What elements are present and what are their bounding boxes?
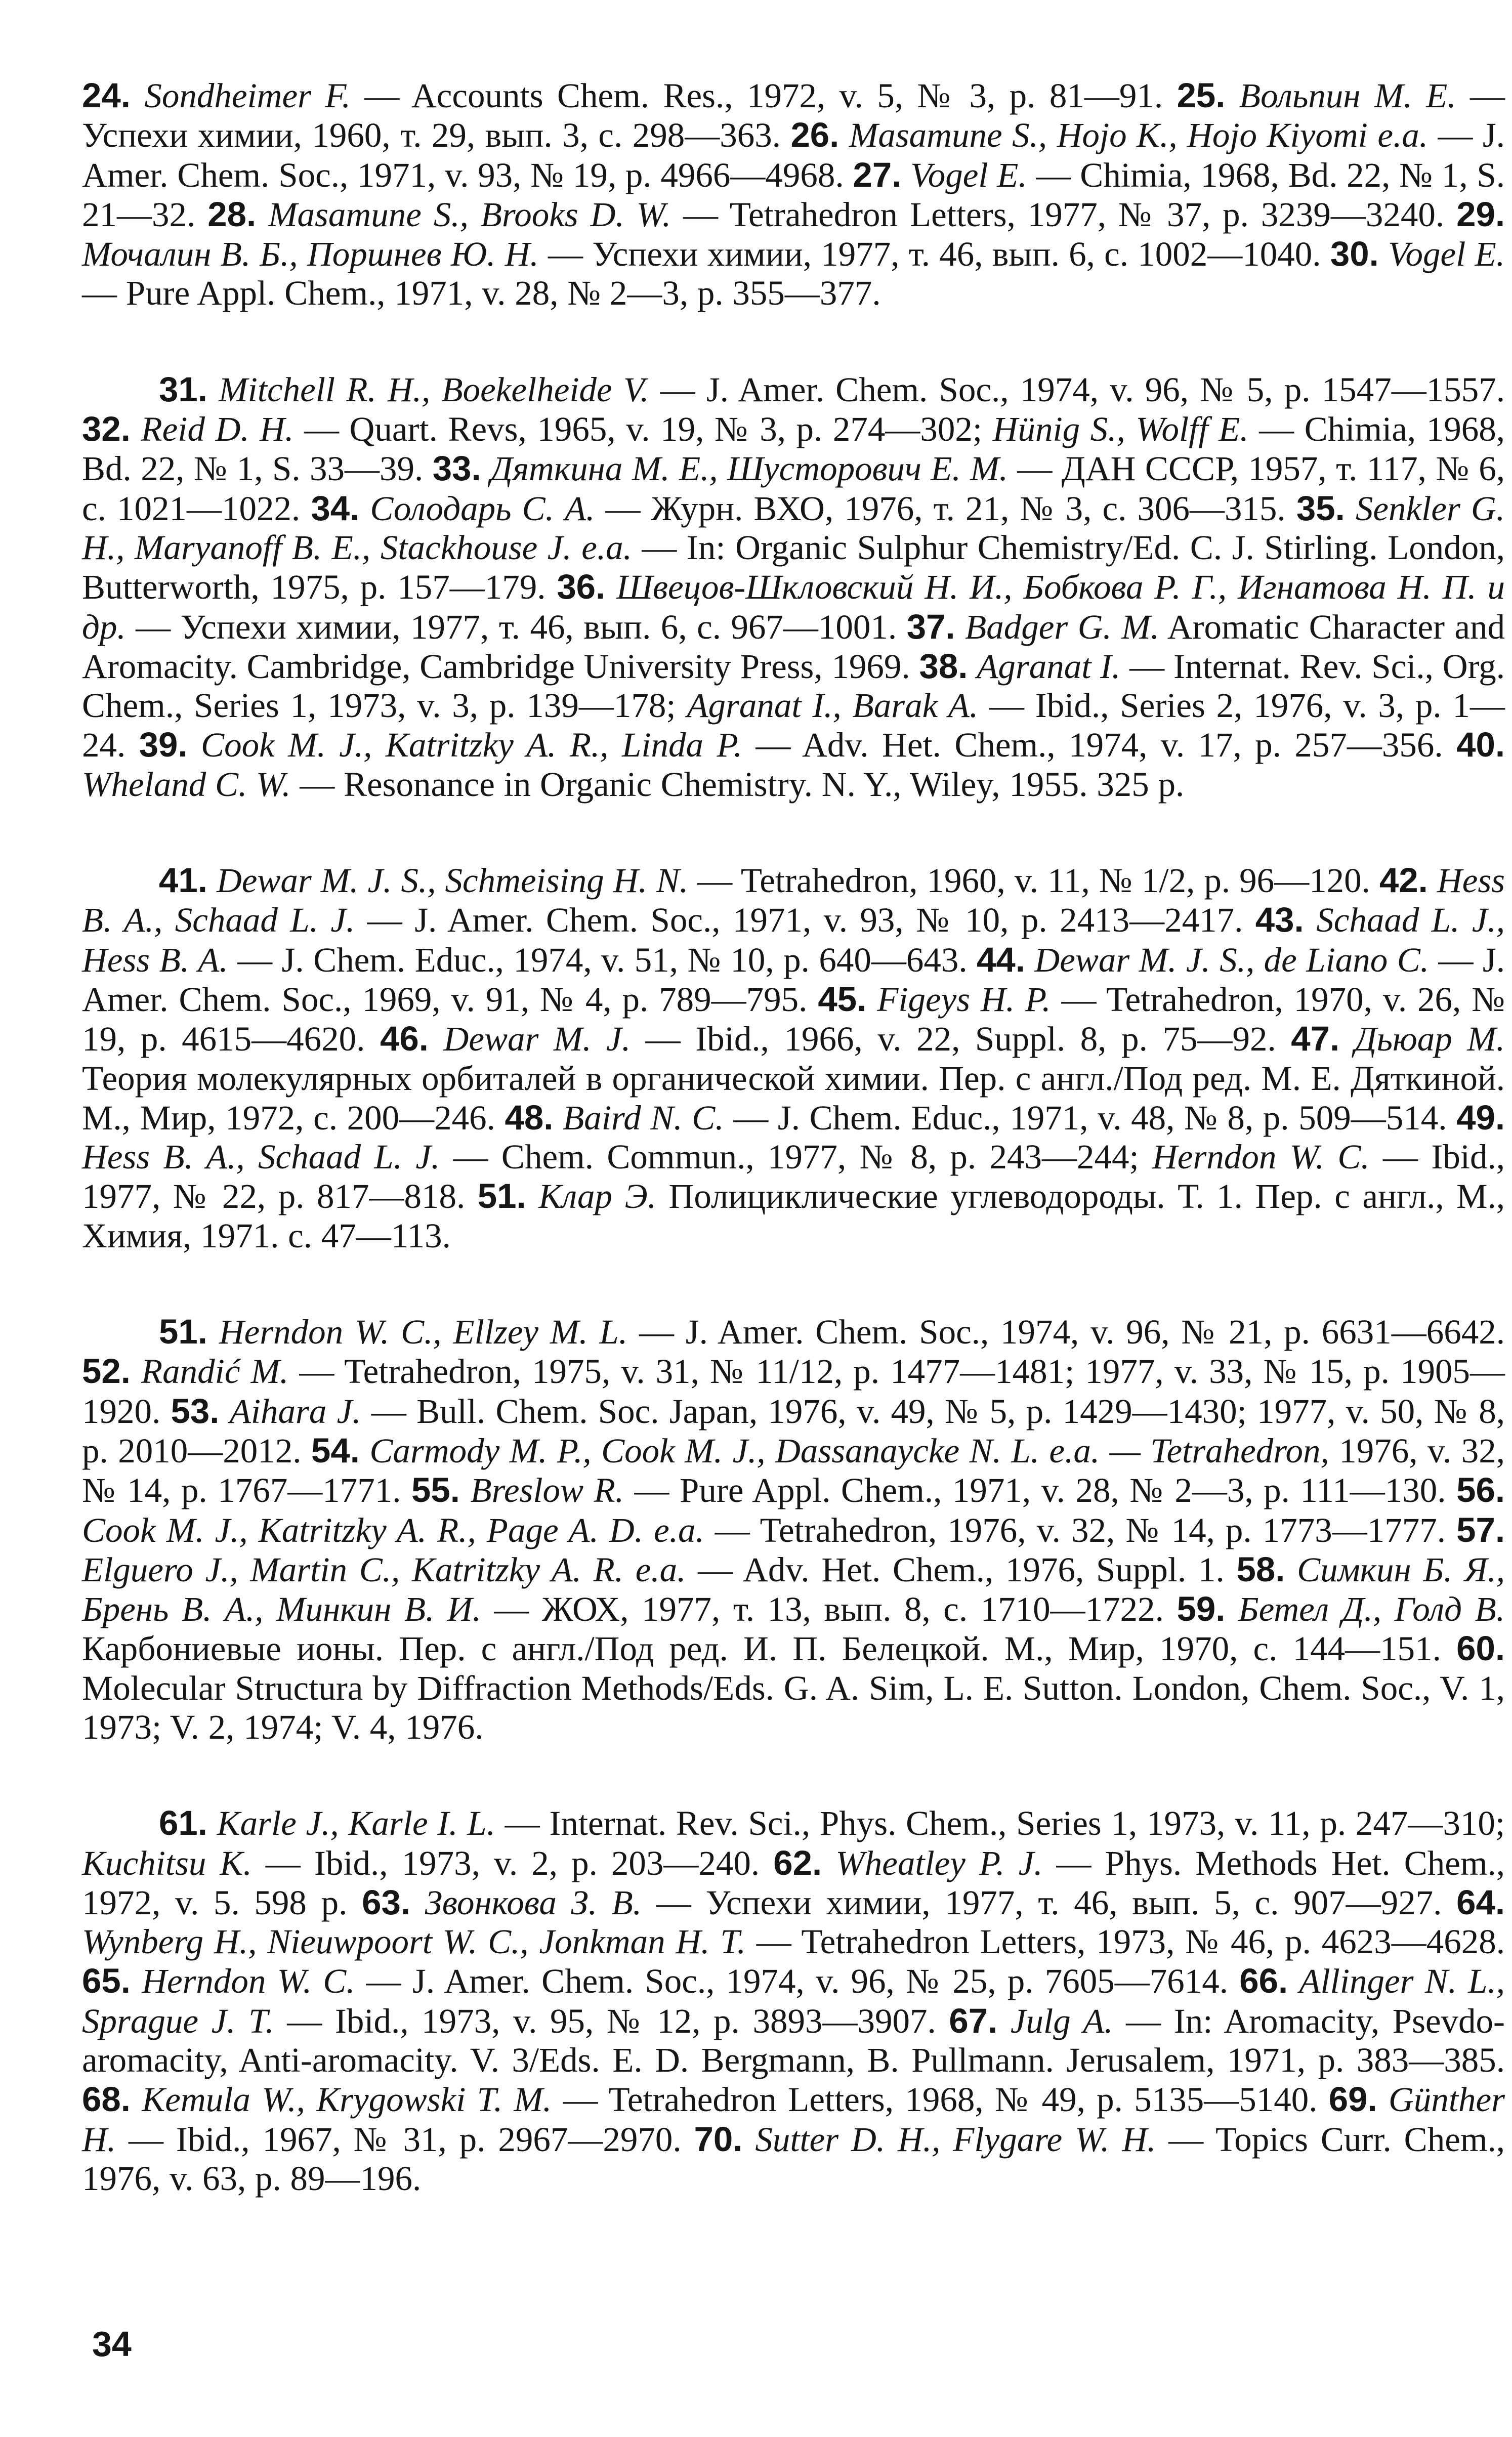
reference-entry (207, 195, 1444, 234)
reference-number: 58. (1236, 1549, 1285, 1589)
reference-source: — Ibid., 1973, v. 95, № 12, p. 3893—3907. (274, 2001, 936, 2040)
reference-source: Карбониевые ионы. Пер. с англ./Под ред. И. П. Белецкой. М., Мир, 1970, с. 144—151. (82, 1629, 1441, 1668)
reference-source: Полициклические углеводороды. Т. 1. Пер. с англ., М., Химия, 1971. с. 47—113. (82, 1177, 1505, 1255)
reference-entry (82, 1844, 760, 1882)
reference-number: 55. (411, 1470, 460, 1510)
reference-authors: Cook M. J., Katritzky A. R., Page A. D. e.a. (82, 1510, 704, 1549)
reference-number: 48. (505, 1098, 554, 1137)
reference-authors: Звонкова З. В. (425, 1883, 642, 1922)
reference-authors: Мочалин В. Б., Поршнев Ю. Н. (82, 235, 539, 274)
reference-number: 65. (82, 1961, 131, 2001)
reference-entry (159, 1804, 1505, 1842)
reference-source: — Успехи химии, 1977, т. 46, вып. 5, с. 907—927. (642, 1883, 1442, 1922)
reference-number: 67. (949, 2001, 998, 2040)
reference-number: 51. (477, 1177, 526, 1216)
reference-number: 57. (1456, 1510, 1505, 1549)
reference-number: 49. (1456, 1098, 1505, 1137)
reference-authors: Hess B. A., Schaad L. J. (82, 1138, 440, 1177)
reference-authors: Клар Э. (538, 1177, 656, 1216)
reference-source: — J. Amer. Chem. Soc., 1971, v. 93, № 10, p. 2413—2417. (355, 901, 1243, 940)
reference-source: Molecular Structura by Diffraction Methods/Eds. G. A. Sim, L. E. Sutton. London, Chem. Soc., V. 1, 1973; V. 2, 1974; V. 4, 1976. (82, 1668, 1505, 1746)
reference-authors: Agranat I., Barak A. (687, 686, 979, 725)
reference-authors: Vogel E. (1388, 235, 1505, 274)
reference-number: 43. (1255, 900, 1304, 940)
reference-source: — Pure Appl. Chem., 1971, v. 28, № 2—3, p. 111—130. (623, 1471, 1446, 1510)
reference-source: — Tetrahedron, 1960, v. 11, № 1/2, p. 96—120. (688, 861, 1370, 900)
reference-list (82, 76, 1505, 2198)
reference-authors: Vogel E. (910, 155, 1027, 194)
reference-authors: Sutter D. H., Flygare W. H. (755, 2120, 1156, 2159)
reference-entry (139, 726, 1443, 764)
reference-number: 33. (432, 449, 481, 488)
reference-source: Aromatic Character and Aromacity. Cambridge, Cambridge University Press, 1969. (82, 607, 1505, 686)
reference-block-61-70 (82, 1803, 1505, 2198)
reference-authors: Симкин Б. Я., Брень В. А., Минкин В. И. (82, 1550, 1505, 1629)
reference-source: — Tetrahedron, 1976, v. 32, № 14, p. 1773—1777. (704, 1510, 1446, 1549)
reference-number: 36. (557, 567, 606, 607)
reference-source: — Chimia, 1968, Bd. 22, № 1, S. 33—39. (82, 410, 1505, 488)
reference-source: — Ibid., Series 2, 1976, v. 3, p. 1—24. (82, 686, 1505, 765)
reference-authors: Cook M. J., Katritzky A. R., Linda P. (201, 726, 742, 765)
reference-source: — Pure Appl. Chem., 1971, v. 28, № 2—3, p. 355—377. (82, 274, 881, 313)
reference-authors: Kuchitsu K. (82, 1843, 252, 1882)
reference-source: — Tetrahedron Letters, 1973, № 46, p. 4623—4628. (745, 1922, 1505, 1961)
reference-authors: Wheatley P. J. (835, 1843, 1043, 1882)
reference-authors: Figeys H. P. (877, 980, 1051, 1019)
reference-source: — J. Chem. Educ., 1971, v. 48, № 8, p. 509—514. (724, 1098, 1447, 1137)
reference-number: 70. (694, 2119, 743, 2159)
reference-authors: Masamune S., Brooks D. W. (268, 195, 671, 234)
reference-entry (411, 1471, 1446, 1509)
reference-source: — Chimia, 1968, Bd. 22, № 1, S. 21—32. (82, 155, 1505, 234)
reference-authors: Baird N. C. (563, 1098, 724, 1137)
reference-number: 41. (159, 861, 207, 900)
reference-source: — Tetrahedron Letters, 1977, № 37, p. 3239—3240. (671, 195, 1445, 234)
reference-authors: Reid D. H. (141, 410, 294, 449)
reference-authors: Kemula W., Krygowski T. M. (142, 2080, 552, 2119)
reference-authors: Karle J., Karle I. L. (217, 1804, 495, 1843)
reference-number: 37. (906, 607, 955, 646)
reference-number: 40. (1456, 725, 1505, 765)
reference-entry (311, 489, 1285, 528)
reference-authors: Schaad L. J., Hess B. A. (82, 901, 1505, 979)
reference-number: 56. (1456, 1470, 1505, 1510)
reference-source: — Ibid., 1977, № 22, p. 817—818. (82, 1138, 1505, 1216)
reference-number: 26. (790, 115, 839, 155)
reference-source: — J. Amer. Chem. Soc., 1974, v. 96, № 25, p. 7605—7614. (355, 1962, 1229, 2001)
reference-entry (505, 1099, 1447, 1137)
reference-number: 45. (818, 979, 867, 1019)
reference-entry (159, 1313, 1505, 1351)
reference-authors: Elguero J., Martin C., Katritzky A. R. e.a. (82, 1550, 686, 1589)
reference-source: 1976, v. 32, № 14, p. 1767—1771. (82, 1431, 1505, 1510)
reference-number: 34. (311, 488, 360, 528)
reference-authors: Herndon W. C., Ellzey M. L. (219, 1313, 628, 1352)
reference-source: — Chem. Commun., 1977, № 8, p. 243—244; (440, 1138, 1153, 1177)
reference-source: — Tetrahedron Letters, 1968, № 49, p. 5135—5140. (552, 2080, 1318, 2119)
reference-authors: Breslow R. (470, 1471, 624, 1510)
reference-number: 69. (1328, 2080, 1377, 2119)
reference-source: — Tetrahedron, 1975, v. 31, № 11/12, p. 1477—1481; 1977, v. 33, № 15, p. 1905—1920. (82, 1352, 1505, 1431)
reference-source: — Topics Curr. Chem., 1976, v. 63, p. 89—196. (82, 2120, 1505, 2198)
reference-source: — Bull. Chem. Soc. Japan, 1976, v. 49, № 5, p. 1429—1430; 1977, v. 50, № 8, p. 2010—2012. (82, 1392, 1505, 1470)
reference-source: Теория молекулярных орбиталей в органической химии. Пер. с англ./Под ред. М. Е. Дяткиной. М., Мир, 1972, с. 200—246. (82, 1059, 1505, 1137)
reference-number: 32. (82, 409, 131, 449)
reference-authors: Hünig S., Wolff E. (992, 410, 1249, 449)
reference-number: 63. (362, 1882, 411, 1922)
reference-number: 38. (919, 646, 968, 686)
reference-number: 24. (82, 76, 131, 115)
reference-authors: Hess B. A., Schaad L. J. (82, 861, 1505, 940)
reference-authors: Julg A. (1010, 2001, 1113, 2040)
reference-number: 42. (1379, 861, 1428, 900)
reference-authors: Солодарь С. А. (370, 489, 595, 528)
reference-entry (82, 2080, 1317, 2119)
reference-authors: Masamune S., Hojo K., Hojo Kiyomi e.a. (849, 116, 1428, 155)
reference-authors: Дяткина М. Е., Шусторович Е. М. (490, 449, 1008, 488)
reference-number: 35. (1296, 488, 1345, 528)
reference-entry (159, 370, 1505, 409)
reference-authors: Randić M. (141, 1352, 289, 1391)
reference-authors: Дьюар М. (1354, 1020, 1505, 1059)
reference-entry (362, 1883, 1442, 1922)
reference-authors: Herndon W. C. (1152, 1138, 1370, 1177)
reference-entry (380, 1020, 1276, 1058)
reference-source: — Успехи химии, 1960, т. 29, вып. 3, с. 298—363. (82, 76, 1505, 155)
reference-block-31-40 (82, 370, 1505, 804)
reference-number: 62. (773, 1843, 822, 1882)
reference-authors: Agranat I. (977, 647, 1121, 686)
reference-number: 51. (159, 1312, 207, 1352)
reference-number: 60. (1456, 1629, 1505, 1668)
reference-number: 64. (1456, 1882, 1505, 1922)
reference-number: 30. (1330, 234, 1379, 274)
reference-authors: Wheland C. W. (82, 765, 291, 804)
reference-number: 27. (853, 155, 902, 194)
reference-authors: Вольпин М. Е. (1239, 76, 1456, 115)
reference-source: — J. Amer. Chem. Soc., 1969, v. 91, № 4, p. 789—795. (82, 940, 1505, 1019)
reference-number: 66. (1239, 1961, 1288, 2001)
reference-number: 44. (977, 940, 1025, 979)
reference-number: 68. (82, 2080, 131, 2119)
reference-source: — Resonance in Organic Chemistry. N. Y., Wiley, 1955. 325 p. (290, 765, 1185, 804)
reference-source: — ДАН СССР, 1957, т. 117, № 6, с. 1021—1022. (82, 449, 1505, 528)
reference-source: — Успехи химии, 1977, т. 46, вып. 6, с. 967—1001. (125, 607, 897, 646)
reference-number: 39. (139, 725, 188, 765)
reference-source: — Internat. Rev. Sci., Org. Chem., Series 1, 1973, v. 3, p. 139—178; (82, 647, 1505, 725)
reference-entry (82, 1962, 1228, 2000)
reference-authors: Wynberg H., Nieuwpoort W. C., Jonkman H. T. (82, 1922, 746, 1961)
reference-source: — Accounts Chem. Res., 1972, v. 5, № 3, p. 81—91. (350, 76, 1163, 115)
reference-authors: Dewar M. J. S., de Liano C. (1034, 940, 1429, 979)
reference-source: — Ibid., 1966, v. 22, Suppl. 8, p. 75—92. (631, 1020, 1276, 1059)
reference-source: — Ibid., 1967, № 31, p. 2967—2970. (116, 2120, 682, 2159)
reference-number: 25. (1177, 76, 1226, 115)
reference-block-51-60 (82, 1312, 1505, 1747)
reference-source: — ЖОХ, 1977, т. 13, вып. 8, с. 1710—1722. (481, 1590, 1164, 1629)
reference-block-41-51 (82, 861, 1505, 1255)
reference-source: — Tetrahedron, 1970, v. 26, № 19, p. 4615—4620. (82, 980, 1505, 1059)
reference-authors: Dewar M. J. S., Schmeising H. N. (216, 861, 689, 900)
reference-authors: Dewar M. J. (443, 1020, 631, 1059)
reference-authors: Senkler G. H., Maryanoff B. E., Stackhouse J. e.a. (82, 489, 1505, 567)
reference-source: — Phys. Methods Het. Chem., 1972, v. 5. 598 p. (82, 1843, 1505, 1922)
reference-source: — Adv. Het. Chem., 1974, v. 17, p. 257—356. (742, 726, 1443, 765)
reference-source: — Журн. ВХО, 1976, т. 21, № 3, с. 306—315. (595, 489, 1286, 528)
reference-source: — Ibid., 1973, v. 2, p. 203—240. (251, 1843, 760, 1882)
reference-number: 47. (1291, 1019, 1340, 1059)
reference-source: — Adv. Het. Chem., 1976, Suppl. 1. (686, 1550, 1225, 1589)
reference-source: — In: Organic Sulphur Chemistry/Ed. C. J. Stirling. London, Butterworth, 1975, p. 157—179. (82, 528, 1505, 607)
reference-authors: Швецов-Шкловский Н. И., Бобкова Р. Г., Игнатова Н. П. и др. (82, 568, 1505, 646)
reference-number: 54. (311, 1431, 360, 1470)
reference-entry (82, 76, 1163, 115)
reference-number: 29. (1456, 194, 1505, 234)
reference-source: — Quart. Revs, 1965, v. 19, № 3, p. 274—302; (293, 410, 993, 449)
reference-source: — J. Chem. Educ., 1974, v. 51, № 10, p. 640—643. (228, 940, 968, 979)
reference-source: — J. Amer. Chem. Soc., 1974, v. 96, № 5, p. 1547—1557. (649, 370, 1505, 409)
reference-number: 31. (159, 369, 207, 409)
reference-block-24-30 (82, 76, 1505, 313)
reference-entry (82, 410, 993, 448)
reference-number: 52. (82, 1352, 131, 1391)
reference-source: — In: Aromacity, Psevdo-aromacity, Anti-aromacity. V. 3/Eds. E. D. Bergmann, B. Pullmann. Jerusalem, 1971, p. 383—385. (82, 2001, 1505, 2080)
reference-source: — J. Amer. Chem. Soc., 1971, v. 93, № 19, p. 4966—4968. (82, 116, 1505, 194)
reference-entry (159, 861, 1370, 900)
reference-number: 53. (171, 1391, 220, 1431)
reference-source: — J. Amer. Chem. Soc., 1974, v. 96, № 21, p. 6631—6642. (627, 1313, 1505, 1352)
reference-authors: Günther H. (82, 2080, 1505, 2159)
reference-authors: Carmody M. P., Cook M. J., Dassanaycke N. L. e.a. — Tetrahedron, (369, 1431, 1329, 1470)
reference-number: 59. (1177, 1589, 1226, 1629)
reference-authors: Mitchell R. H., Boekelheide V. (219, 370, 649, 409)
page-number: 34 (92, 2324, 132, 2364)
reference-authors: Sondheimer F. (144, 76, 351, 115)
reference-authors: Allinger N. L., Sprague J. T. (82, 1962, 1505, 2040)
reference-authors: Herndon W. C. (142, 1962, 355, 2001)
reference-number: 61. (159, 1803, 207, 1843)
reference-number: 46. (380, 1019, 429, 1059)
reference-authors: Бетел Д., Голд В. (1238, 1590, 1505, 1629)
reference-authors: Aihara J. (229, 1392, 361, 1431)
reference-number: 28. (207, 194, 257, 234)
reference-source: — Internat. Rev. Sci., Phys. Chem., Series 1, 1973, v. 11, p. 247—310; (495, 1804, 1505, 1843)
reference-source: — Успехи химии, 1977, т. 46, вып. 6, с. 1002—1040. (538, 235, 1321, 274)
reference-authors: Badger G. M. (965, 607, 1160, 646)
